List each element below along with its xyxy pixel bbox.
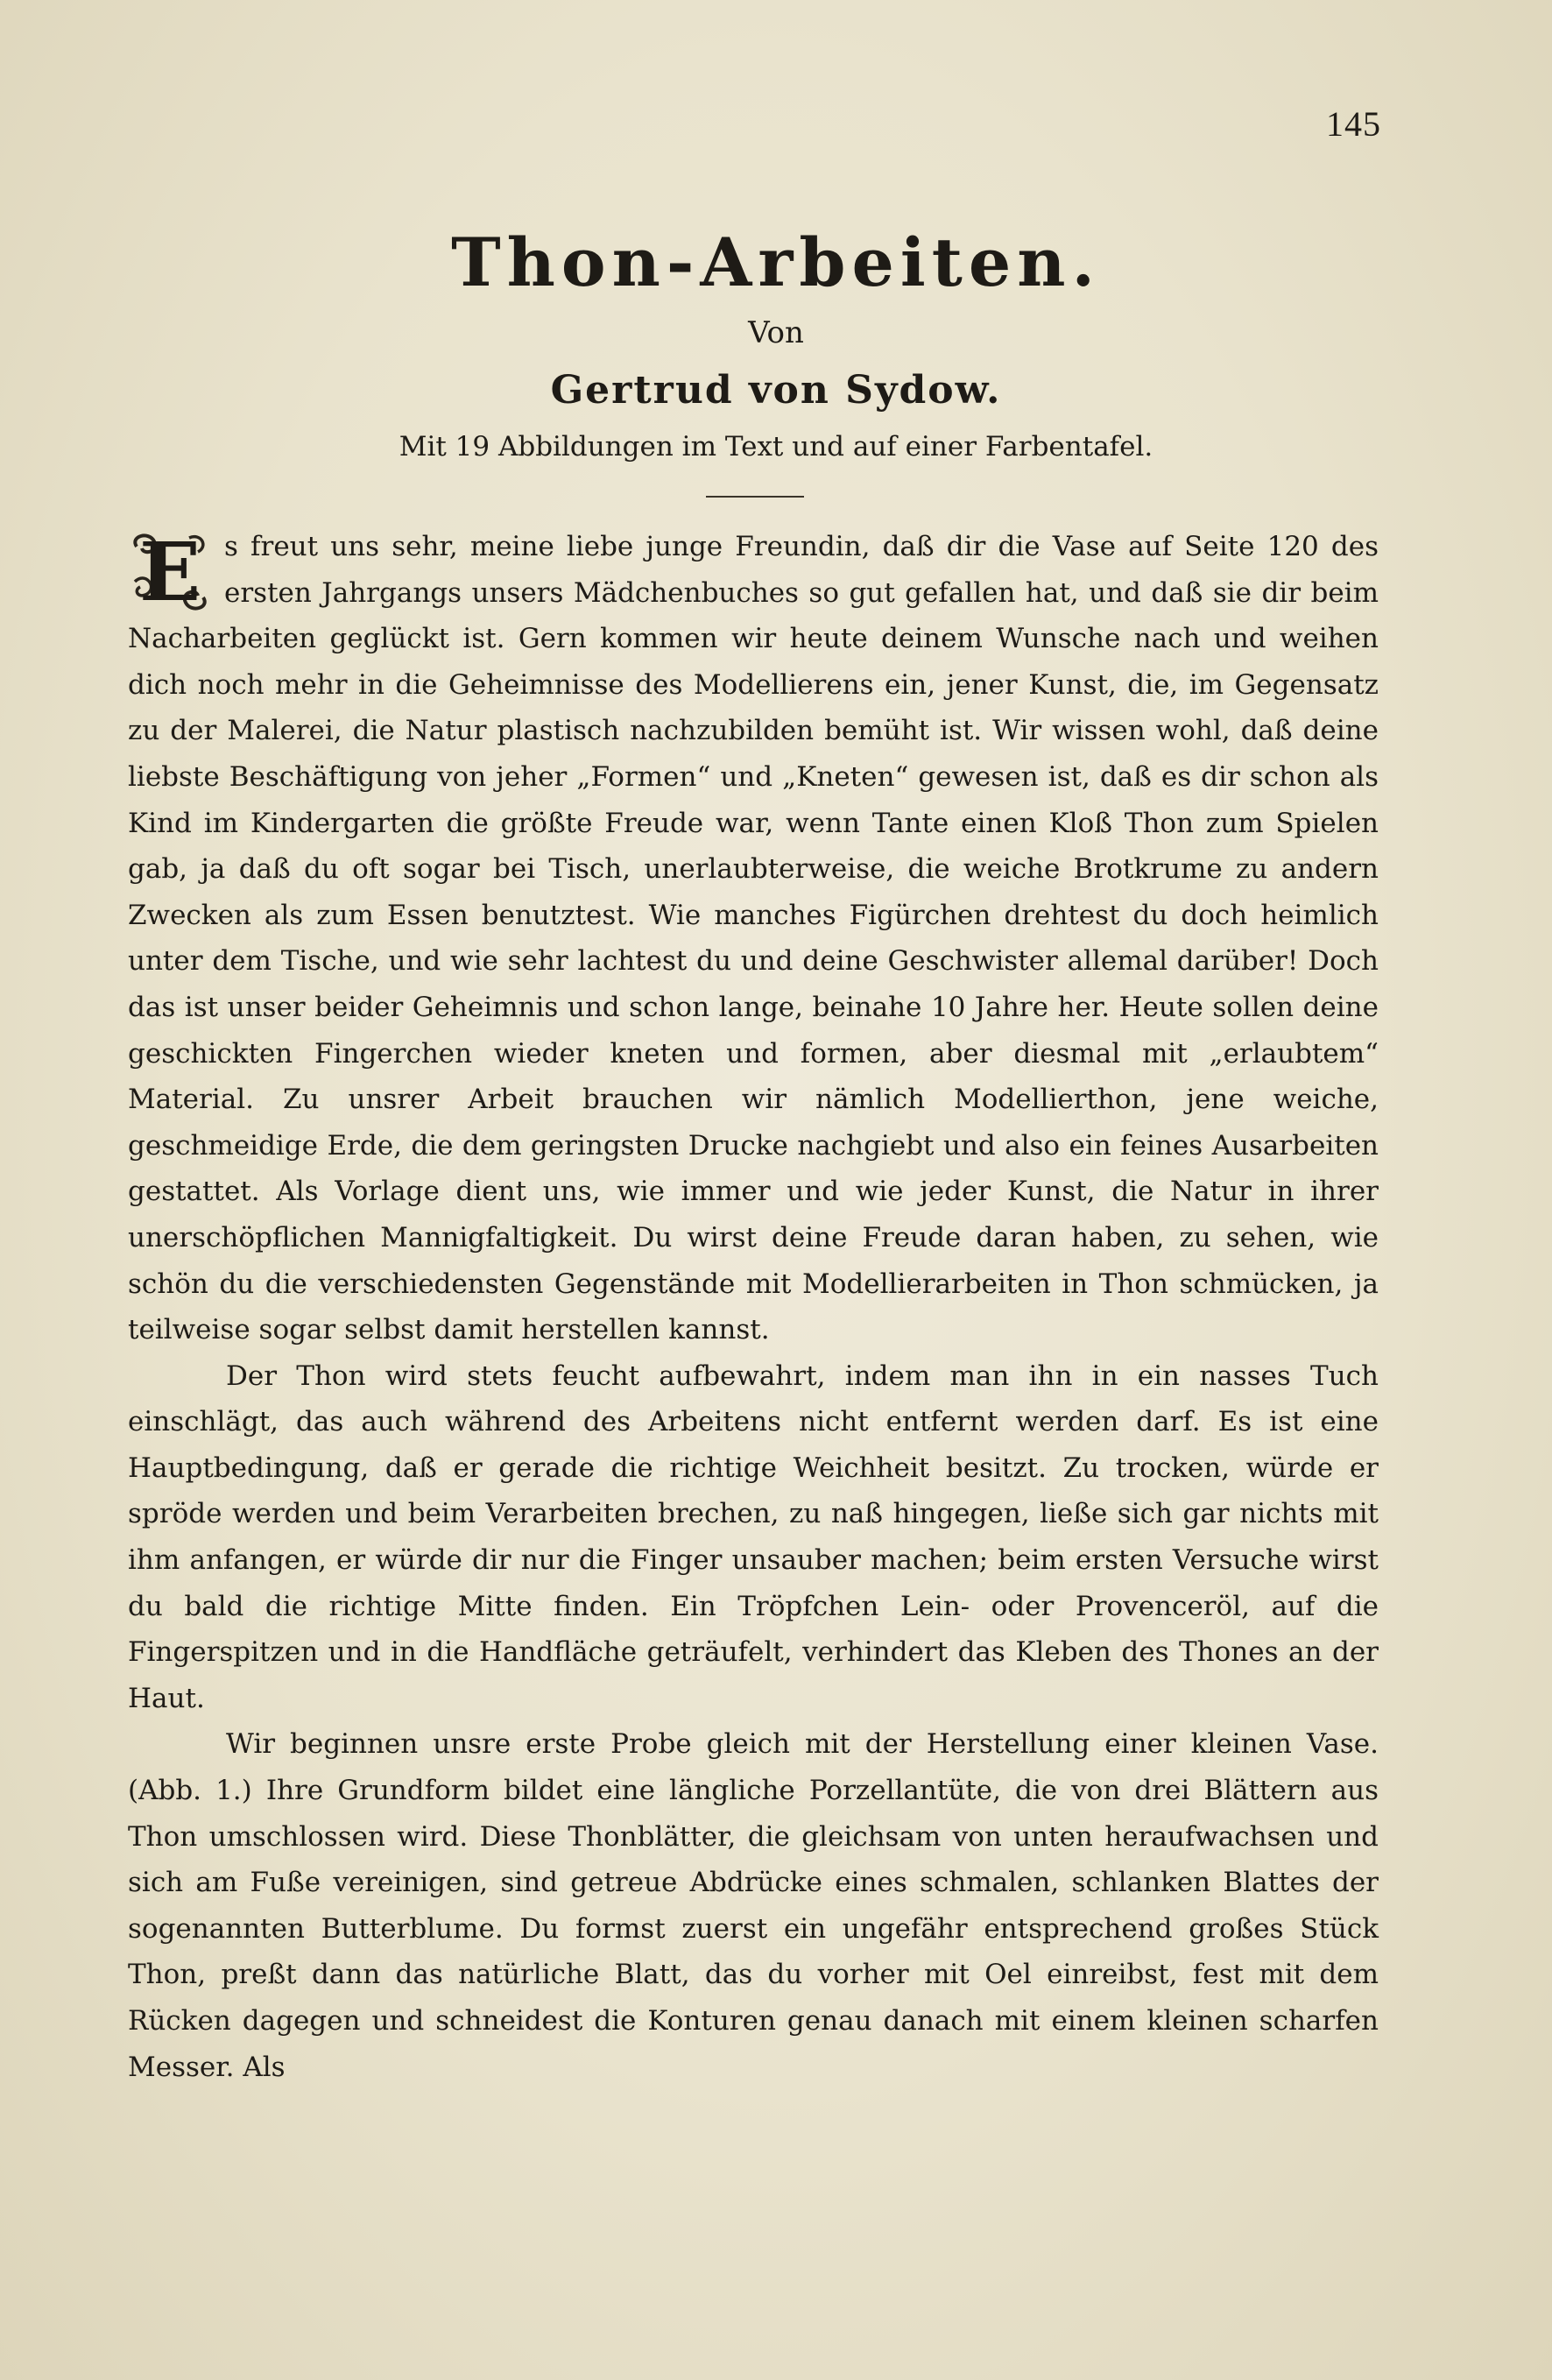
ornamental-initial (128, 525, 212, 619)
paragraph-3: Wir beginnen unsre erste Probe gleich mit der Herstellung einer kleinen Vase. (Abb. 1.) Ihre Grundform bildet eine längliche Porzellantüte, die von drei Blättern aus Thon umschlossen wird. Diese Thonblätter, die gleichsam von unten heraufwachsen und sich am Fuße vereinigen, sind getreue Abdrücke eines schmalen, schlanken Blattes der sogenannten Butterblume. Du formst zuerst ein ungefähr entsprechend großes Stück Thon, preßt dann das natürliche Blatt, das du vorher mit Oel einreibst, fest mit dem Rücken dagegen und schneidest die Konturen genau danach mit einem kleinen scharfen Messer. Als (128, 1728, 1379, 2083)
author-name: Gertrud von Sydow. (550, 368, 1002, 413)
byline: Von (748, 315, 804, 350)
paragraph-1 (128, 524, 1379, 1353)
page-number: 145 (1326, 104, 1381, 144)
article-body (128, 524, 1379, 2090)
paragraph-2: Der Thon wird stets feucht aufbewahrt, indem man ihn in ein nasses Tuch einschlägt, das auch während des Arbeitens nicht entfernt werden darf. Es ist eine Hauptbedingung, daß er gerade die richtige Weichheit besitzt. Zu trocken, würde er spröde werden und beim Verarbeiten brechen, zu naß hingegen, ließe sich gar nichts mit ihm anfangen, er würde dir nur die Finger unsauber machen; beim ersten Versuche wirst du bald die richtige Mitte finden. Ein Tröpfchen Lein- oder Provenceröl, auf die Fingerspitzen und in die Handfläche geträufelt, verhindert das Kleben des Thones an der Haut. (128, 1359, 1379, 1714)
title-divider (706, 496, 804, 498)
initial-letter: E (138, 525, 201, 619)
paragraph-text: s freut uns sehr, meine liebe junge Freundin, daß dir die Vase auf Seite 120 des ersten Jahrgangs unsers Mädchenbuches so gut gefallen hat, und daß sie dir beim Nacharbeiten geglückt ist. Gern kommen wir heute deinem Wunsche nach und weihen dich noch mehr in die Geheimnisse des Modellierens ein, jener Kunst, die, im Gegensatz zu der Malerei, die Natur plastisch nachzubilden bemüht ist. Wir wissen wohl, daß deine liebste Beschäftigung von jeher „Formen“ und „Kneten“ gewesen ist, daß es dir schon als Kind im Kindergarten die größte Freude war, wenn Tante einen Kloß Thon zum Spielen gab, ja daß du oft sogar bei Tisch, unerlaubterweise, die weiche Brotkrume zu andern Zwecken als zum Essen benutztest. Wie manches Figürchen drehtest du doch heimlich unter dem Tische, und wie sehr lachtest du und deine Geschwister allemal darüber! Doch das ist unser beider Geheimnis und schon lange, beinahe 10 Jahre her. Heute sollen deine geschickten Fingerchen wieder kneten und formen, aber diesmal mit „erlaubtem“ Material. Zu unsrer Arbeit brauchen wir nämlich Modellierthon, jene weiche, geschmeidige Erde, die dem geringsten Drucke nachgiebt und also ein feines Ausarbeiten gestattet. Als Vorlage dient uns, wie immer und wie jeder Kunst, die Natur in ihrer unerschöpflichen Mannigfaltigkeit. Du wirst deine Freude daran haben, zu sehen, wie schön du die verschiedensten Gegenstände mit Modellierarbeiten in Thon schmücken, ja teilweise sogar selbst damit herstellen kannst. (128, 531, 1379, 1346)
article-subtitle: Mit 19 Abbildungen im Text und auf einer Farbentafel. (399, 431, 1153, 463)
article-title: Thon-Arbeiten. (451, 223, 1101, 301)
